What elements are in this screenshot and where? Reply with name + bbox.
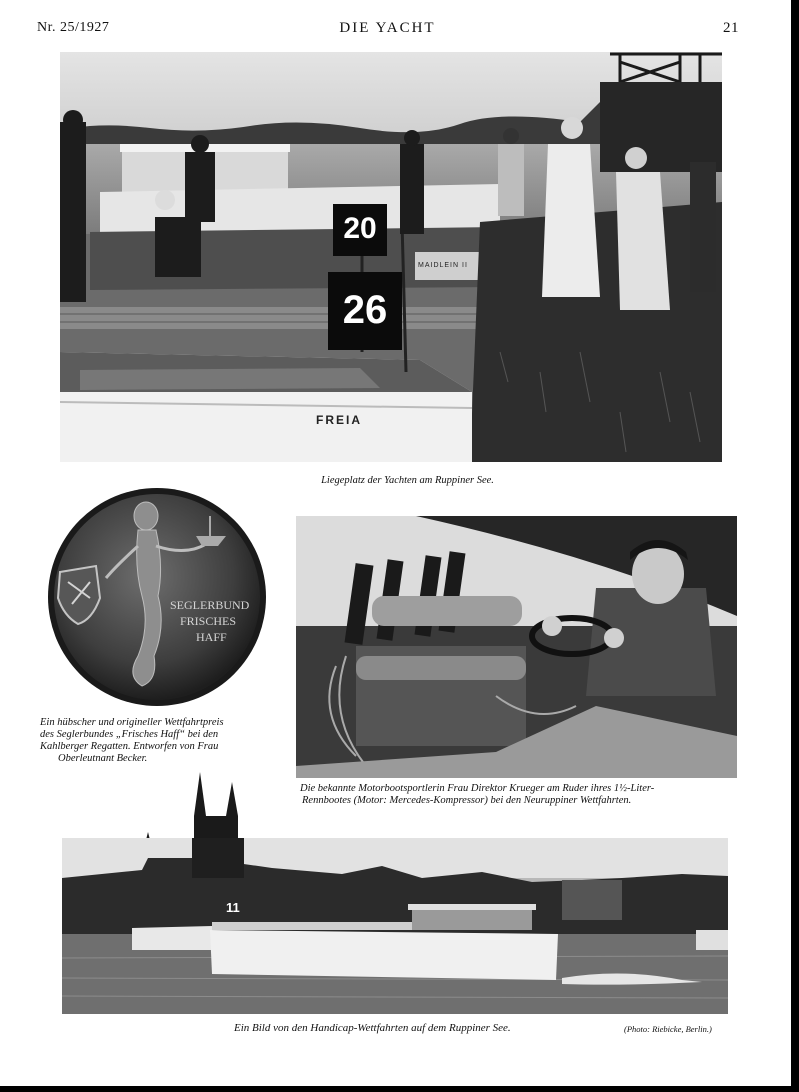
boat-name-maidlein: MAIDLEIN II [418,262,468,269]
regatta-boat-number: 11 [226,900,240,915]
medal-caption-line: des Seglerbundes „Frisches Haff“ bei den [40,729,219,740]
harbour-photo-drawing [60,52,722,462]
medal-drawing [46,486,268,708]
scan-border-right [791,0,799,1092]
issue-number: Nr. 25/1927 [37,20,110,35]
medal-caption-line: Oberleutnant Becker. [58,753,148,764]
engine-caption-line: Rennbootes (Motor: Mercedes-Kompressor) bei den Neuruppiner Wettfahrten. [302,795,632,806]
engine-caption [300,783,750,807]
medal-caption [40,717,272,765]
regatta-caption: Ein Bild von den Handicap-Wettfahrten auf dem Ruppiner See. [234,1022,511,1034]
boat-name-freia: FREIA [316,413,362,427]
race-number-20: 20 [343,212,377,245]
scan-border-bottom [0,1086,799,1092]
medal-text-line3: HAFF [196,630,227,644]
harbour-photo [60,52,722,462]
regatta-photo [62,838,728,1014]
harbour-caption: Liegeplatz der Yachten am Ruppiner See. [321,475,494,486]
medal-caption-line: Kahlberger Regatten. Entworfen von Frau [40,741,219,752]
engine-photo-drawing [296,516,737,778]
medal-text-line1: SEGLERBUND [170,598,250,612]
church-spires [140,768,250,848]
race-number-26: 26 [342,288,388,332]
page-number: 21 [723,20,739,36]
medal-caption-line: Ein hübscher und origineller Wettfahrtpreis [40,717,224,728]
photo-credit: (Photo: Riebicke, Berlin.) [624,1024,712,1034]
engine-photo [296,516,737,778]
engine-caption-line: Die bekannte Motorbootsportlerin Frau Direktor Krueger am Ruder ihres 1½-Liter- [300,783,655,794]
magazine-title: DIE YACHT [339,20,436,36]
medal-photo [46,486,268,708]
regatta-photo-drawing [62,838,728,1014]
medal-text-line2: FRISCHES [180,614,237,628]
